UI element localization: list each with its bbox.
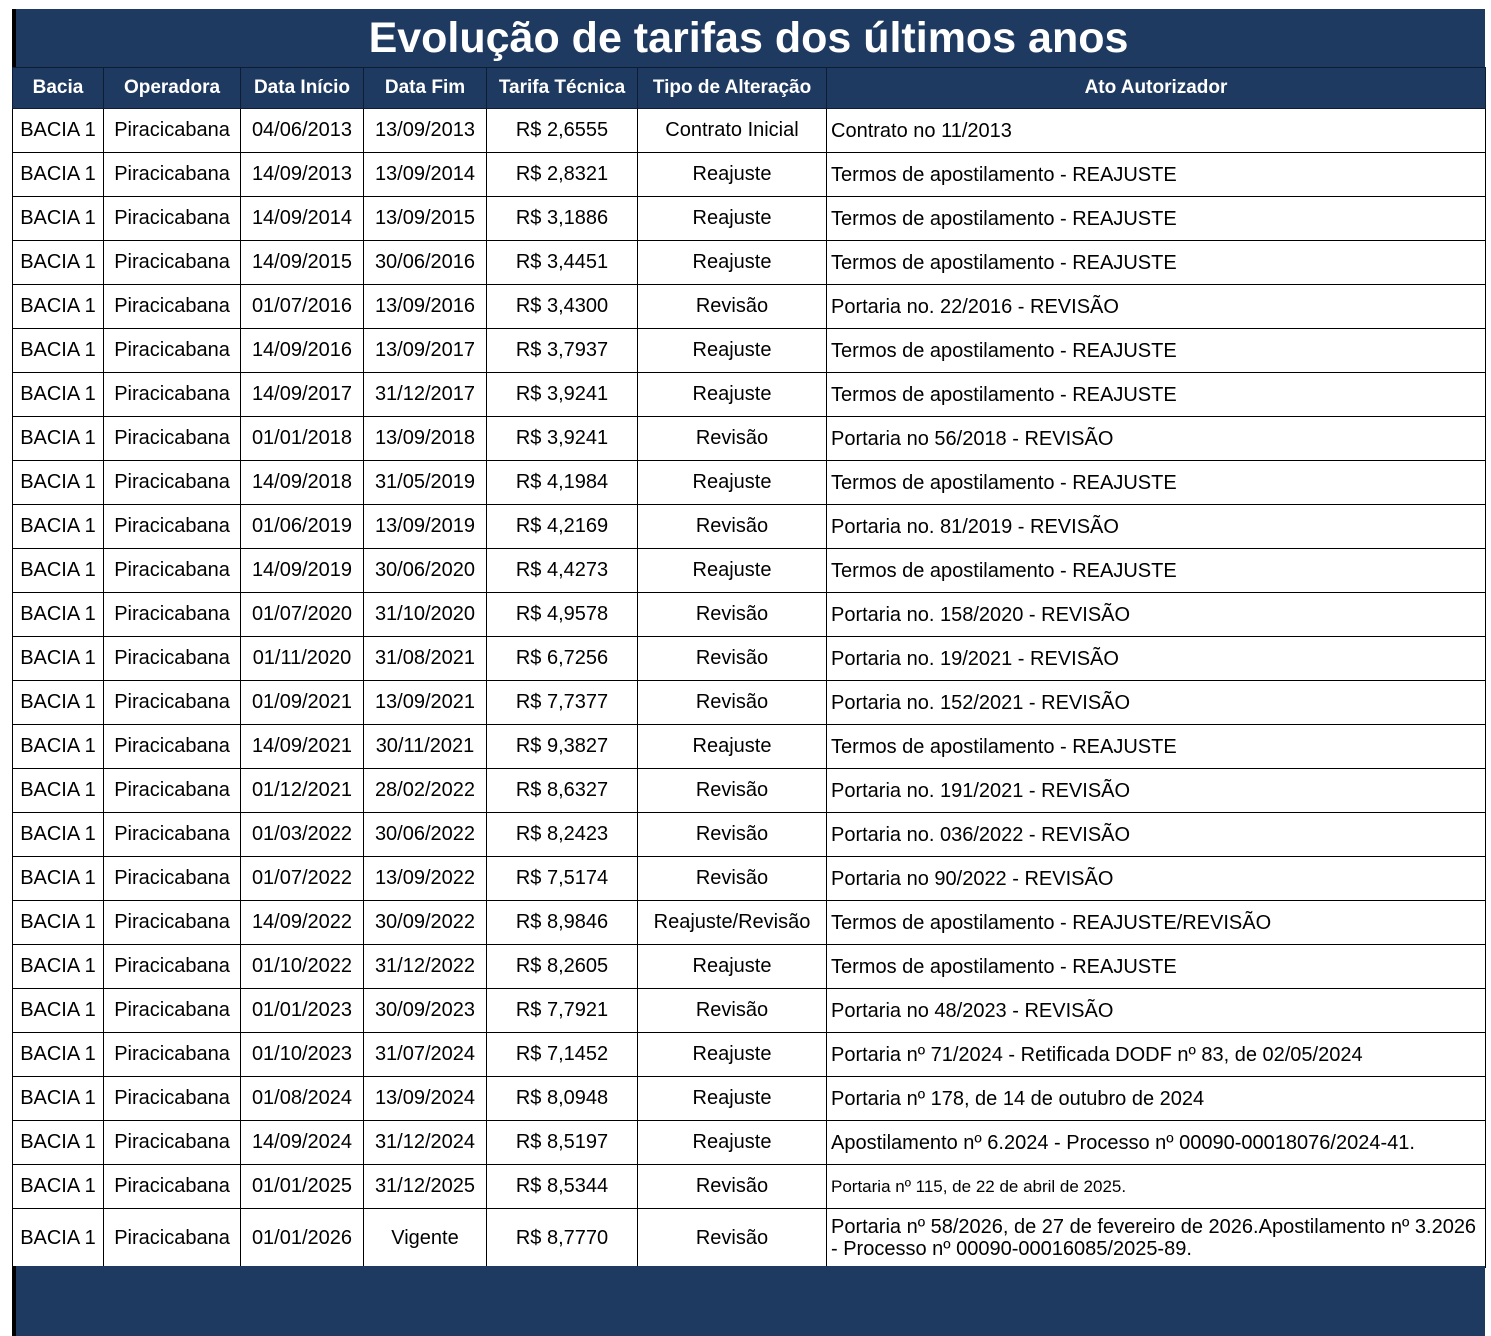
cell-operadora: Piracicabana xyxy=(104,857,241,901)
cell-data-fim: 31/05/2019 xyxy=(364,461,487,505)
table-row xyxy=(13,989,1486,1033)
cell-tipo-alteracao: Revisão xyxy=(638,989,827,1033)
cell-operadora: Piracicabana xyxy=(104,109,241,153)
cell-data-inicio: 14/09/2019 xyxy=(241,549,364,593)
table-row xyxy=(13,813,1486,857)
cell-tarifa-tecnica: R$ 3,9241 xyxy=(487,373,638,417)
cell-ato-autorizador: Termos de apostilamento - REAJUSTE xyxy=(827,373,1486,417)
cell-data-fim: 13/09/2022 xyxy=(364,857,487,901)
cell-tarifa-tecnica: R$ 4,1984 xyxy=(487,461,638,505)
col-header-bacia: Bacia xyxy=(13,68,104,109)
cell-operadora: Piracicabana xyxy=(104,637,241,681)
table-row xyxy=(13,505,1486,549)
cell-tarifa-tecnica: R$ 8,9846 xyxy=(487,901,638,945)
cell-bacia: BACIA 1 xyxy=(13,549,104,593)
cell-operadora: Piracicabana xyxy=(104,373,241,417)
cell-tarifa-tecnica: R$ 8,5197 xyxy=(487,1121,638,1165)
cell-tarifa-tecnica: R$ 2,6555 xyxy=(487,109,638,153)
cell-data-fim: 13/09/2017 xyxy=(364,329,487,373)
cell-data-fim: 31/10/2020 xyxy=(364,593,487,637)
cell-tipo-alteracao: Contrato Inicial xyxy=(638,109,827,153)
cell-bacia: BACIA 1 xyxy=(13,813,104,857)
cell-data-fim: 31/12/2017 xyxy=(364,373,487,417)
cell-tarifa-tecnica: R$ 7,7921 xyxy=(487,989,638,1033)
cell-ato-autorizador: Apostilamento nº 6.2024 - Processo nº 00090-00018076/2024-41. xyxy=(827,1121,1486,1165)
cell-data-inicio: 01/07/2022 xyxy=(241,857,364,901)
cell-ato-autorizador: Termos de apostilamento - REAJUSTE xyxy=(827,461,1486,505)
header-row xyxy=(13,68,1486,109)
cell-tipo-alteracao: Reajuste xyxy=(638,197,827,241)
cell-tipo-alteracao: Revisão xyxy=(638,417,827,461)
cell-tarifa-tecnica: R$ 8,5344 xyxy=(487,1165,638,1209)
left-edge-bar xyxy=(12,9,16,67)
cell-tipo-alteracao: Reajuste xyxy=(638,153,827,197)
col-header-data-fim: Data Fim xyxy=(364,68,487,109)
cell-bacia: BACIA 1 xyxy=(13,197,104,241)
cell-data-fim: 13/09/2021 xyxy=(364,681,487,725)
cell-operadora: Piracicabana xyxy=(104,1165,241,1209)
cell-operadora: Piracicabana xyxy=(104,945,241,989)
cell-ato-autorizador: Termos de apostilamento - REAJUSTE xyxy=(827,549,1486,593)
cell-tipo-alteracao: Revisão xyxy=(638,285,827,329)
cell-operadora: Piracicabana xyxy=(104,197,241,241)
cell-bacia: BACIA 1 xyxy=(13,329,104,373)
cell-tipo-alteracao: Revisão xyxy=(638,813,827,857)
table-row xyxy=(13,329,1486,373)
cell-tarifa-tecnica: R$ 7,1452 xyxy=(487,1033,638,1077)
cell-bacia: BACIA 1 xyxy=(13,725,104,769)
cell-tipo-alteracao: Reajuste xyxy=(638,1033,827,1077)
table-row xyxy=(13,153,1486,197)
cell-ato-autorizador: Portaria no. 152/2021 - REVISÃO xyxy=(827,681,1486,725)
table-row xyxy=(13,461,1486,505)
tariff-table xyxy=(12,67,1486,1268)
table-row xyxy=(13,681,1486,725)
cell-bacia: BACIA 1 xyxy=(13,593,104,637)
cell-ato-autorizador: Termos de apostilamento - REAJUSTE xyxy=(827,725,1486,769)
cell-bacia: BACIA 1 xyxy=(13,1033,104,1077)
cell-ato-autorizador: Portaria nº 71/2024 - Retificada DODF nº 83, de 02/05/2024 xyxy=(827,1033,1486,1077)
cell-tarifa-tecnica: R$ 2,8321 xyxy=(487,153,638,197)
cell-data-fim: 31/12/2024 xyxy=(364,1121,487,1165)
cell-data-fim: 30/09/2022 xyxy=(364,901,487,945)
cell-bacia: BACIA 1 xyxy=(13,1077,104,1121)
cell-operadora: Piracicabana xyxy=(104,461,241,505)
cell-data-inicio: 14/09/2013 xyxy=(241,153,364,197)
cell-data-inicio: 01/01/2026 xyxy=(241,1209,364,1268)
cell-tipo-alteracao: Revisão xyxy=(638,1165,827,1209)
table-row xyxy=(13,197,1486,241)
cell-tarifa-tecnica: R$ 4,4273 xyxy=(487,549,638,593)
cell-bacia: BACIA 1 xyxy=(13,857,104,901)
table-row xyxy=(13,241,1486,285)
cell-tipo-alteracao: Reajuste/Revisão xyxy=(638,901,827,945)
cell-data-fim: 13/09/2016 xyxy=(364,285,487,329)
cell-tipo-alteracao: Reajuste xyxy=(638,549,827,593)
cell-ato-autorizador: Termos de apostilamento - REAJUSTE xyxy=(827,241,1486,285)
cell-ato-autorizador: Portaria no. 158/2020 - REVISÃO xyxy=(827,593,1486,637)
cell-data-fim: 30/06/2022 xyxy=(364,813,487,857)
cell-tarifa-tecnica: R$ 3,1886 xyxy=(487,197,638,241)
cell-ato-autorizador: Termos de apostilamento - REAJUSTE/REVISÃO xyxy=(827,901,1486,945)
cell-operadora: Piracicabana xyxy=(104,1077,241,1121)
cell-bacia: BACIA 1 xyxy=(13,1209,104,1268)
cell-data-fim: Vigente xyxy=(364,1209,487,1268)
cell-data-fim: 13/09/2024 xyxy=(364,1077,487,1121)
cell-tarifa-tecnica: R$ 8,6327 xyxy=(487,769,638,813)
cell-operadora: Piracicabana xyxy=(104,1209,241,1268)
cell-tipo-alteracao: Revisão xyxy=(638,593,827,637)
cell-tarifa-tecnica: R$ 7,7377 xyxy=(487,681,638,725)
cell-data-fim: 30/11/2021 xyxy=(364,725,487,769)
cell-data-inicio: 01/03/2022 xyxy=(241,813,364,857)
cell-data-inicio: 01/09/2021 xyxy=(241,681,364,725)
cell-data-inicio: 01/01/2023 xyxy=(241,989,364,1033)
table-row xyxy=(13,1121,1486,1165)
cell-tipo-alteracao: Revisão xyxy=(638,857,827,901)
cell-operadora: Piracicabana xyxy=(104,241,241,285)
table-row xyxy=(13,373,1486,417)
cell-tipo-alteracao: Reajuste xyxy=(638,1121,827,1165)
cell-tarifa-tecnica: R$ 8,7770 xyxy=(487,1209,638,1268)
cell-ato-autorizador: Portaria no 90/2022 - REVISÃO xyxy=(827,857,1486,901)
page-title: Evolução de tarifas dos últimos anos xyxy=(12,9,1485,67)
cell-operadora: Piracicabana xyxy=(104,285,241,329)
cell-bacia: BACIA 1 xyxy=(13,1121,104,1165)
cell-operadora: Piracicabana xyxy=(104,901,241,945)
cell-data-fim: 30/09/2023 xyxy=(364,989,487,1033)
table-row xyxy=(13,945,1486,989)
col-header-data-inicio: Data Início xyxy=(241,68,364,109)
col-header-operadora: Operadora xyxy=(104,68,241,109)
cell-operadora: Piracicabana xyxy=(104,417,241,461)
cell-tarifa-tecnica: R$ 8,0948 xyxy=(487,1077,638,1121)
cell-bacia: BACIA 1 xyxy=(13,373,104,417)
cell-tarifa-tecnica: R$ 3,7937 xyxy=(487,329,638,373)
cell-ato-autorizador: Portaria no 48/2023 - REVISÃO xyxy=(827,989,1486,1033)
cell-tipo-alteracao: Revisão xyxy=(638,505,827,549)
cell-bacia: BACIA 1 xyxy=(13,505,104,549)
cell-tipo-alteracao: Reajuste xyxy=(638,241,827,285)
cell-ato-autorizador: Portaria nº 178, de 14 de outubro de 2024 xyxy=(827,1077,1486,1121)
cell-bacia: BACIA 1 xyxy=(13,769,104,813)
cell-data-fim: 13/09/2013 xyxy=(364,109,487,153)
cell-ato-autorizador: Termos de apostilamento - REAJUSTE xyxy=(827,153,1486,197)
table-row xyxy=(13,109,1486,153)
cell-bacia: BACIA 1 xyxy=(13,1165,104,1209)
cell-data-inicio: 01/01/2018 xyxy=(241,417,364,461)
cell-bacia: BACIA 1 xyxy=(13,241,104,285)
cell-tipo-alteracao: Revisão xyxy=(638,637,827,681)
cell-tipo-alteracao: Reajuste xyxy=(638,945,827,989)
table-row xyxy=(13,593,1486,637)
cell-tarifa-tecnica: R$ 3,4451 xyxy=(487,241,638,285)
cell-operadora: Piracicabana xyxy=(104,593,241,637)
cell-ato-autorizador: Portaria no. 19/2021 - REVISÃO xyxy=(827,637,1486,681)
table-row xyxy=(13,901,1486,945)
cell-data-inicio: 14/09/2022 xyxy=(241,901,364,945)
table-row xyxy=(13,769,1486,813)
cell-bacia: BACIA 1 xyxy=(13,945,104,989)
left-edge-bar-bottom xyxy=(12,1266,16,1336)
cell-data-inicio: 01/11/2020 xyxy=(241,637,364,681)
cell-tarifa-tecnica: R$ 3,9241 xyxy=(487,417,638,461)
cell-tarifa-tecnica: R$ 4,2169 xyxy=(487,505,638,549)
cell-ato-autorizador: Portaria no. 22/2016 - REVISÃO xyxy=(827,285,1486,329)
cell-data-fim: 13/09/2018 xyxy=(364,417,487,461)
col-header-tipo-alteracao: Tipo de Alteração xyxy=(638,68,827,109)
cell-data-inicio: 14/09/2021 xyxy=(241,725,364,769)
cell-data-inicio: 01/10/2023 xyxy=(241,1033,364,1077)
cell-data-inicio: 01/12/2021 xyxy=(241,769,364,813)
cell-data-fim: 31/08/2021 xyxy=(364,637,487,681)
cell-data-fim: 30/06/2016 xyxy=(364,241,487,285)
cell-operadora: Piracicabana xyxy=(104,1033,241,1077)
table-row xyxy=(13,1209,1486,1268)
cell-data-fim: 31/07/2024 xyxy=(364,1033,487,1077)
cell-operadora: Piracicabana xyxy=(104,505,241,549)
cell-data-fim: 30/06/2020 xyxy=(364,549,487,593)
cell-ato-autorizador: Portaria no. 191/2021 - REVISÃO xyxy=(827,769,1486,813)
cell-data-fim: 31/12/2022 xyxy=(364,945,487,989)
cell-data-inicio: 14/09/2016 xyxy=(241,329,364,373)
cell-data-fim: 13/09/2019 xyxy=(364,505,487,549)
table-row xyxy=(13,1165,1486,1209)
cell-operadora: Piracicabana xyxy=(104,681,241,725)
cell-operadora: Piracicabana xyxy=(104,769,241,813)
cell-tipo-alteracao: Reajuste xyxy=(638,1077,827,1121)
cell-bacia: BACIA 1 xyxy=(13,417,104,461)
cell-tipo-alteracao: Revisão xyxy=(638,769,827,813)
cell-data-inicio: 14/09/2018 xyxy=(241,461,364,505)
cell-ato-autorizador: Contrato no 11/2013 xyxy=(827,109,1486,153)
cell-data-fim: 13/09/2014 xyxy=(364,153,487,197)
cell-data-inicio: 01/07/2020 xyxy=(241,593,364,637)
cell-ato-autorizador: Portaria nº 58/2026, de 27 de fevereiro de 2026.Apostilamento nº 3.2026 - Processo nº 00090-00016085/2025-89. xyxy=(827,1209,1486,1268)
col-header-tarifa-tecnica: Tarifa Técnica xyxy=(487,68,638,109)
cell-data-inicio: 14/09/2014 xyxy=(241,197,364,241)
cell-bacia: BACIA 1 xyxy=(13,901,104,945)
cell-tarifa-tecnica: R$ 7,5174 xyxy=(487,857,638,901)
col-header-ato-autorizador: Ato Autorizador xyxy=(827,68,1486,109)
cell-data-inicio: 01/08/2024 xyxy=(241,1077,364,1121)
table-row xyxy=(13,725,1486,769)
cell-data-inicio: 01/07/2016 xyxy=(241,285,364,329)
cell-bacia: BACIA 1 xyxy=(13,461,104,505)
cell-tipo-alteracao: Reajuste xyxy=(638,461,827,505)
table-row xyxy=(13,417,1486,461)
cell-operadora: Piracicabana xyxy=(104,725,241,769)
cell-operadora: Piracicabana xyxy=(104,549,241,593)
cell-operadora: Piracicabana xyxy=(104,329,241,373)
cell-ato-autorizador: Termos de apostilamento - REAJUSTE xyxy=(827,329,1486,373)
cell-data-inicio: 01/01/2025 xyxy=(241,1165,364,1209)
cell-data-inicio: 14/09/2024 xyxy=(241,1121,364,1165)
cell-bacia: BACIA 1 xyxy=(13,637,104,681)
cell-data-inicio: 14/09/2017 xyxy=(241,373,364,417)
cell-tipo-alteracao: Revisão xyxy=(638,681,827,725)
table-row xyxy=(13,285,1486,329)
cell-data-inicio: 04/06/2013 xyxy=(241,109,364,153)
cell-tipo-alteracao: Reajuste xyxy=(638,725,827,769)
cell-data-inicio: 14/09/2015 xyxy=(241,241,364,285)
table-row xyxy=(13,857,1486,901)
cell-ato-autorizador: Portaria no 56/2018 - REVISÃO xyxy=(827,417,1486,461)
cell-tipo-alteracao: Revisão xyxy=(638,1209,827,1268)
cell-tipo-alteracao: Reajuste xyxy=(638,373,827,417)
table-row xyxy=(13,1033,1486,1077)
cell-tarifa-tecnica: R$ 4,9578 xyxy=(487,593,638,637)
cell-data-fim: 31/12/2025 xyxy=(364,1165,487,1209)
table-row xyxy=(13,637,1486,681)
cell-bacia: BACIA 1 xyxy=(13,681,104,725)
cell-operadora: Piracicabana xyxy=(104,989,241,1033)
cell-tipo-alteracao: Reajuste xyxy=(638,329,827,373)
cell-tarifa-tecnica: R$ 8,2605 xyxy=(487,945,638,989)
cell-ato-autorizador: Termos de apostilamento - REAJUSTE xyxy=(827,945,1486,989)
cell-ato-autorizador: Termos de apostilamento - REAJUSTE xyxy=(827,197,1486,241)
table-row xyxy=(13,549,1486,593)
cell-data-inicio: 01/10/2022 xyxy=(241,945,364,989)
cell-operadora: Piracicabana xyxy=(104,153,241,197)
cell-bacia: BACIA 1 xyxy=(13,109,104,153)
cell-bacia: BACIA 1 xyxy=(13,989,104,1033)
footer-bar xyxy=(12,1266,1485,1336)
table-row xyxy=(13,1077,1486,1121)
cell-bacia: BACIA 1 xyxy=(13,153,104,197)
cell-tarifa-tecnica: R$ 8,2423 xyxy=(487,813,638,857)
cell-tarifa-tecnica: R$ 9,3827 xyxy=(487,725,638,769)
cell-ato-autorizador: Portaria no. 036/2022 - REVISÃO xyxy=(827,813,1486,857)
cell-data-fim: 13/09/2015 xyxy=(364,197,487,241)
cell-operadora: Piracicabana xyxy=(104,813,241,857)
cell-ato-autorizador: Portaria no. 81/2019 - REVISÃO xyxy=(827,505,1486,549)
cell-ato-autorizador: Portaria nº 115, de 22 de abril de 2025. xyxy=(827,1165,1486,1209)
cell-tarifa-tecnica: R$ 6,7256 xyxy=(487,637,638,681)
cell-data-inicio: 01/06/2019 xyxy=(241,505,364,549)
cell-data-fim: 28/02/2022 xyxy=(364,769,487,813)
cell-tarifa-tecnica: R$ 3,4300 xyxy=(487,285,638,329)
cell-bacia: BACIA 1 xyxy=(13,285,104,329)
cell-operadora: Piracicabana xyxy=(104,1121,241,1165)
